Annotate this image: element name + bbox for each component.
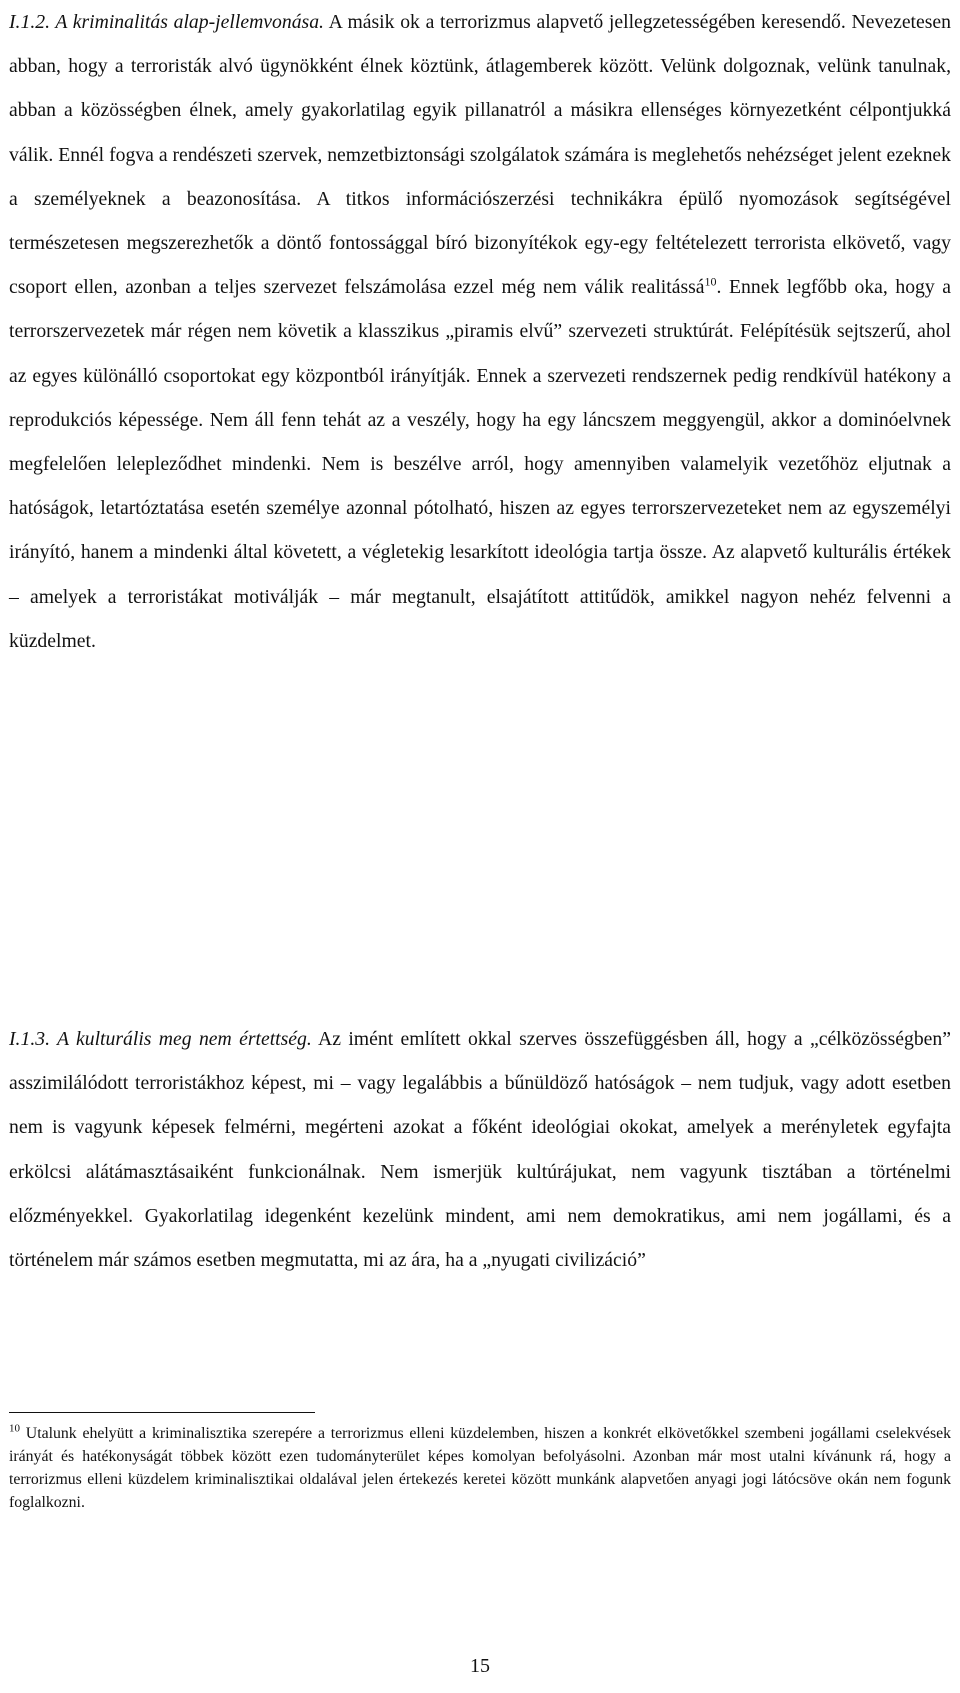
section-1-heading: I.1.2. A kriminalitás alap-jellemvonása. <box>9 11 324 33</box>
page-number: 15 <box>470 1655 490 1677</box>
section-2-paragraph <box>9 1017 951 1282</box>
footnote-number: 10 <box>9 1422 20 1435</box>
footnote-text: Utalunk ehelyütt a kriminalisztika szerepére a terrorizmus elleni küzdelemben, hiszen a konkrét elkövetőkkel szembeni jogállami cselekvések irányát és hatékonyságát többek között ezen tudományterület képes komolyan befolyásolni. Azonban már most utalni kívánunk rá, hogy a terrorizmus elleni küzdelem kriminalisztikai oldalával jelen értekezés keretei között munkánk alapvetően anyagi jogi látócsöve okán nem fogunk foglalkozni. <box>9 1425 951 1511</box>
section-1-text-part-1: A másik ok a terrorizmus alapvető jellegzetességében keresendő. Nevezetesen abban, hogy a terroristák alvó ügynökként élnek köztünk, átlagemberek között. Velünk dolgoznak, velünk tanulnak, abban a közösségben élnek, amely gyakorlatilag egyik pillanatról a másikra ellenséges környezetként célpontjukká válik. Ennél fogva a rendészeti szervek, nemzetbiztonsági szolgálatok számára is meglehetős nehézséget jelent ezeknek a személyeknek a beazonosítása. A titkos információszerzési technikákra épülő nyomozások segítségével természetesen megszerezhetők a döntő fontossággal bíró bizonyítékok egy-egy feltételezett terrorista elkövető, vagy csoport ellen, azonban a teljes szervezet felszámolása ezzel még nem válik realitássá <box>9 11 952 299</box>
footnote-reference[interactable]: 10 <box>704 274 717 289</box>
section-2-heading: I.1.3. A kulturális meg nem értettség. <box>9 1028 312 1050</box>
section-1-paragraph <box>9 0 951 663</box>
section-2-text: Az imént említett okkal szerves összefüggésben áll, hogy a „célközösségben” asszimilálódott terroristákhoz képest, mi – vagy legalábbis a bűnüldöző hatóságok – nem tudjuk, vagy adott esetben nem is vagyunk képesek felmérni, megérteni azokat a főként ideológiai okokat, amelyek a merényletek egyfajta erkölcsi alátámasztásaiként funkcionálnak. Nem ismerjük kultúrájukat, nem vagyunk tisztában a történelmi előzményekkel. Gyakorlatilag idegenként kezelünk mindent, ami nem demokratikus, ami nem jogállami, és a történelem már számos esetben megmutatta, mi az ára, ha a „nyugati civilizáció” <box>9 1028 951 1272</box>
footnote <box>9 1422 951 1514</box>
footnote-separator <box>9 1412 315 1413</box>
section-1-text-part-2: . Ennek legfőbb oka, hogy a terrorszervezetek már régen nem követik a klasszikus „piramis elvű” szervezeti struktúrát. Felépítésük sejtszerű, ahol az egyes különálló csoportokat egy központból irányítják. Ennek a szervezeti rendszernek pedig rendkívül hatékony a reprodukciós képessége. Nem áll fenn tehát az a veszély, hogy ha egy láncszem meggyengül, akkor a dominóelvnek megfelelően lelepleződhet mindenki. Nem is beszélve arról, hogy amennyiben valamelyik vezetőhöz eljutnak a hatóságok, letartóztatása esetén személye azonnal pótolható, hiszen az egyes terrorszervezeteket nem az egyszemélyi irányító, hanem a mindenki által követett, a végletekig lesarkított ideológia tartja össze. Az alapvető kulturális értékek – amelyek a terroristákat motiválják – már megtanult, elsajátított attitűdök, amikkel nagyon nehéz felvenni a küzdelmet. <box>9 276 951 652</box>
